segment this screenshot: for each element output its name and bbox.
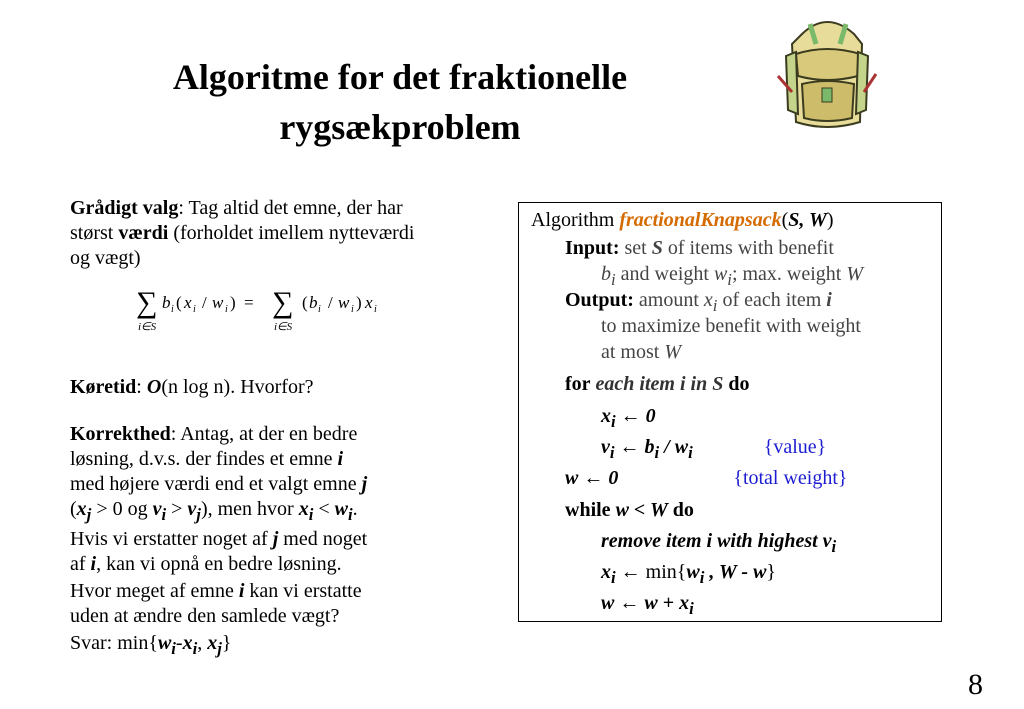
answer-paragraph: Svar: $\min\{w_i-x_i$, $x_j$}	[70, 632, 232, 658]
output-text-3: to maximize benefit with weight	[601, 315, 861, 337]
title-line-1: Algoritme for det fraktionelle	[172, 57, 628, 97]
output-text-1: amount	[638, 289, 699, 311]
greedy-text-4: og vægt)	[70, 247, 141, 269]
svg-text:): )	[230, 293, 236, 312]
while-keyword: while	[565, 499, 611, 521]
svg-text:=: =	[244, 293, 254, 312]
question-paragraph: Hvor meget af emne i kan vi erstatte uden at ændre den samlede vægt?	[70, 580, 362, 627]
output-text-4: at most	[601, 341, 660, 363]
question-text-2: kan vi erstatte	[244, 580, 362, 602]
comment-total-weight: {total weight}	[733, 467, 848, 489]
svg-text:i: i	[374, 304, 377, 315]
svg-text:b: b	[309, 293, 318, 312]
svg-text:∑: ∑	[272, 286, 294, 319]
output-line-4: at most W	[601, 341, 682, 363]
svg-text:i: i	[225, 304, 228, 315]
correctness-line-6: med noget	[278, 528, 368, 550]
input-line-2: $b_i$ and weight $w_i$; max. weight W	[601, 263, 864, 289]
correctness-line-2: løsning, d.v.s. der findes et emne	[70, 448, 338, 470]
correctness-line-7: af	[70, 553, 91, 575]
assign-w-line: w ← 0 {total weight}	[565, 467, 848, 489]
svg-text:b: b	[162, 293, 171, 312]
assign-x-line: $x_i$ ← 0	[601, 405, 656, 431]
comment-value: {value}	[763, 436, 827, 458]
correctness-paragraph: Korrekthed: Antag, at der en bedre løsning, d.v.s. der findes et emne i med højere værdi end et valgt emne j ($x_j > 0$ og $v_i > v_j$), men hvor $x_i < w_i$. Hvis vi erstatter noget af j med noget af i, kan vi opnå en bedre løsning.	[70, 423, 368, 575]
while-do-keyword: do	[672, 499, 694, 521]
input-label: Input:	[565, 237, 620, 259]
explanation-text	[70, 196, 490, 661]
remove-text: remove item i with highest v	[601, 530, 832, 552]
svg-text:/: /	[202, 293, 207, 312]
remove-line: remove item i with highest $v_i$	[601, 530, 837, 556]
svg-text:i: i	[318, 304, 321, 315]
runtime-label: Køretid	[70, 376, 137, 398]
algorithm-box	[518, 202, 942, 622]
input-text-3: and weight	[620, 263, 709, 285]
input-text-1: set	[624, 237, 647, 259]
svg-text:i∈S: i∈S	[138, 321, 157, 333]
output-label: Output:	[565, 289, 634, 311]
update-w-line: w ← $w + x_i$	[601, 592, 694, 618]
svg-text:∑: ∑	[136, 286, 158, 319]
sum-formula	[136, 284, 416, 334]
greedy-text-2: størst	[70, 222, 119, 244]
correctness-line-1: : Antag, at der en bedre	[170, 423, 358, 445]
title-line-2: rygsækproblem	[279, 107, 521, 147]
assign-v-line: $v_i$ ← $b_i / w_i$ {value}	[601, 436, 827, 462]
svg-text:w: w	[338, 293, 350, 312]
output-line: Output: amount $x_i$ of each item i	[565, 289, 832, 315]
algorithm-params: S, W	[788, 209, 827, 231]
svg-text:(: (	[176, 293, 182, 312]
svg-text:x: x	[184, 293, 192, 312]
svg-text:i: i	[171, 304, 174, 315]
greedy-paragraph	[70, 196, 490, 271]
for-line	[565, 369, 749, 400]
svg-text:w: w	[212, 293, 224, 312]
svg-text:i: i	[351, 304, 354, 315]
runtime-rest: (n log n). Hvorfor?	[161, 376, 314, 398]
input-text-2: of items with benefit	[667, 237, 834, 259]
greedy-bold: værdi	[118, 222, 169, 244]
svg-text:): )	[356, 293, 362, 312]
svg-text:(: (	[302, 293, 308, 312]
greedy-text-3: (forholdet imellem nytteværdi	[168, 222, 415, 244]
correctness-line-5: Hvis vi erstatter noget af	[70, 528, 273, 550]
for-body: each item i in S	[595, 373, 724, 395]
svg-text:/: /	[328, 293, 333, 312]
algorithm-name: fractionalKnapsack	[619, 209, 782, 231]
correctness-label: Korrekthed	[70, 423, 171, 445]
input-line: Input: set S of items with benefit	[565, 237, 834, 259]
greedy-label: Grådigt valg	[70, 197, 179, 219]
page-number: 8	[968, 668, 983, 701]
output-text-2: of each item	[722, 289, 822, 311]
while-line: while w < W do	[565, 499, 694, 521]
correctness-line-4: ), men hvor	[200, 498, 299, 520]
question-text-1: Hvor meget af emne	[70, 580, 239, 602]
runtime-paragraph: Køretid: O(n log n). Hvorfor?	[70, 376, 314, 398]
svg-text:i∈S: i∈S	[274, 321, 293, 333]
backpack-illustration	[772, 14, 882, 136]
svg-text:x: x	[365, 293, 373, 312]
svg-text:i: i	[193, 304, 196, 315]
min-text: min{	[645, 561, 687, 583]
answer-prefix: Svar: min{	[70, 632, 158, 654]
min-line: $x_i$ ← $\min\{w_i$ , W - w}	[601, 561, 777, 587]
correctness-line-3: med højere værdi end et valgt emne	[70, 473, 362, 495]
question-text-3: uden at ændre den samlede vægt?	[70, 605, 340, 627]
greedy-text: : Tag altid det emne, der har	[178, 197, 403, 219]
do-keyword: do	[728, 373, 750, 395]
page-title	[100, 52, 700, 152]
input-text-4: ; max. weight	[731, 263, 842, 285]
algorithm-header: Algorithm fractionalKnapsack(S, W)	[531, 209, 834, 231]
algorithm-label: Algorithm	[531, 209, 615, 231]
correctness-line-8: , kan vi opnå en bedre løsning.	[96, 553, 342, 575]
for-keyword: for	[565, 373, 591, 395]
